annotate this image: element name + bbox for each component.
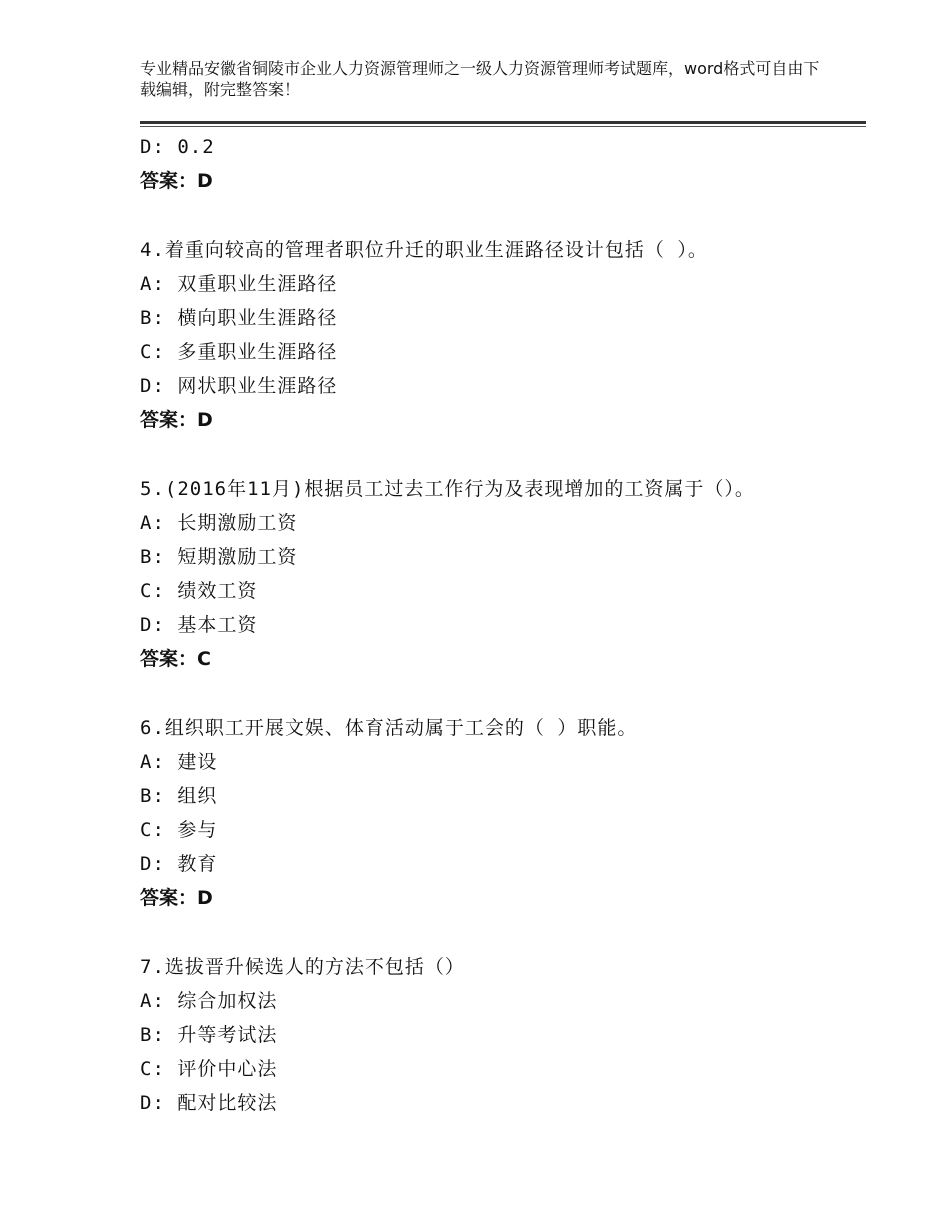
header-rule-thin — [140, 126, 866, 127]
option-b: B: 升等考试法 — [140, 1024, 278, 1046]
page-header-title: 专业精品安徽省铜陵市企业人力资源管理师之一级人力资源管理师考试题库，word格式可自由下载编辑，附完整答案！ — [140, 59, 820, 99]
answer: 答案：D — [140, 409, 213, 431]
option-d: D: 网状职业生涯路径 — [140, 375, 338, 397]
option-a: A: 综合加权法 — [140, 990, 278, 1012]
option-a: A: 长期激励工资 — [140, 512, 298, 534]
option-c: C: 参与 — [140, 819, 218, 841]
option-d: D: 教育 — [140, 853, 218, 875]
answer: 答案：D — [140, 170, 213, 192]
option-b: B: 短期激励工资 — [140, 546, 298, 568]
spacer — [140, 676, 860, 711]
option-b: B: 横向职业生涯路径 — [140, 307, 338, 329]
option-b: B: 组织 — [140, 785, 218, 807]
option-a: A: 双重职业生涯路径 — [140, 273, 338, 295]
question-stem: 4.着重向较高的管理者职位升迁的职业生涯路径设计包括（ ）。 — [140, 239, 708, 261]
answer: 答案：D — [140, 887, 213, 909]
question-block — [140, 711, 860, 915]
option-c: C: 多重职业生涯路径 — [140, 341, 338, 363]
option-a: A: 建设 — [140, 751, 218, 773]
question-stem: 5.(2016年11月)根据员工过去工作行为及表现增加的工资属于（）。 — [140, 478, 755, 500]
header-rule — [140, 121, 866, 124]
spacer — [140, 198, 860, 233]
option-c: C: 评价中心法 — [140, 1058, 278, 1080]
spacer — [140, 915, 860, 950]
option-d: D: 0.2 — [140, 136, 215, 158]
question-block — [140, 950, 860, 1120]
spacer — [140, 437, 860, 472]
question-block — [140, 233, 860, 437]
option-d: D: 配对比较法 — [140, 1092, 278, 1114]
question-stem: 7.选拔晋升候选人的方法不包括（） — [140, 956, 465, 978]
question-stem: 6.组织职工开展文娱、体育活动属于工会的（ ）职能。 — [140, 717, 638, 739]
question-block — [140, 472, 860, 676]
question-content — [140, 130, 860, 1120]
answer: 答案：C — [140, 648, 211, 670]
option-c: C: 绩效工资 — [140, 580, 258, 602]
option-d: D: 基本工资 — [140, 614, 258, 636]
